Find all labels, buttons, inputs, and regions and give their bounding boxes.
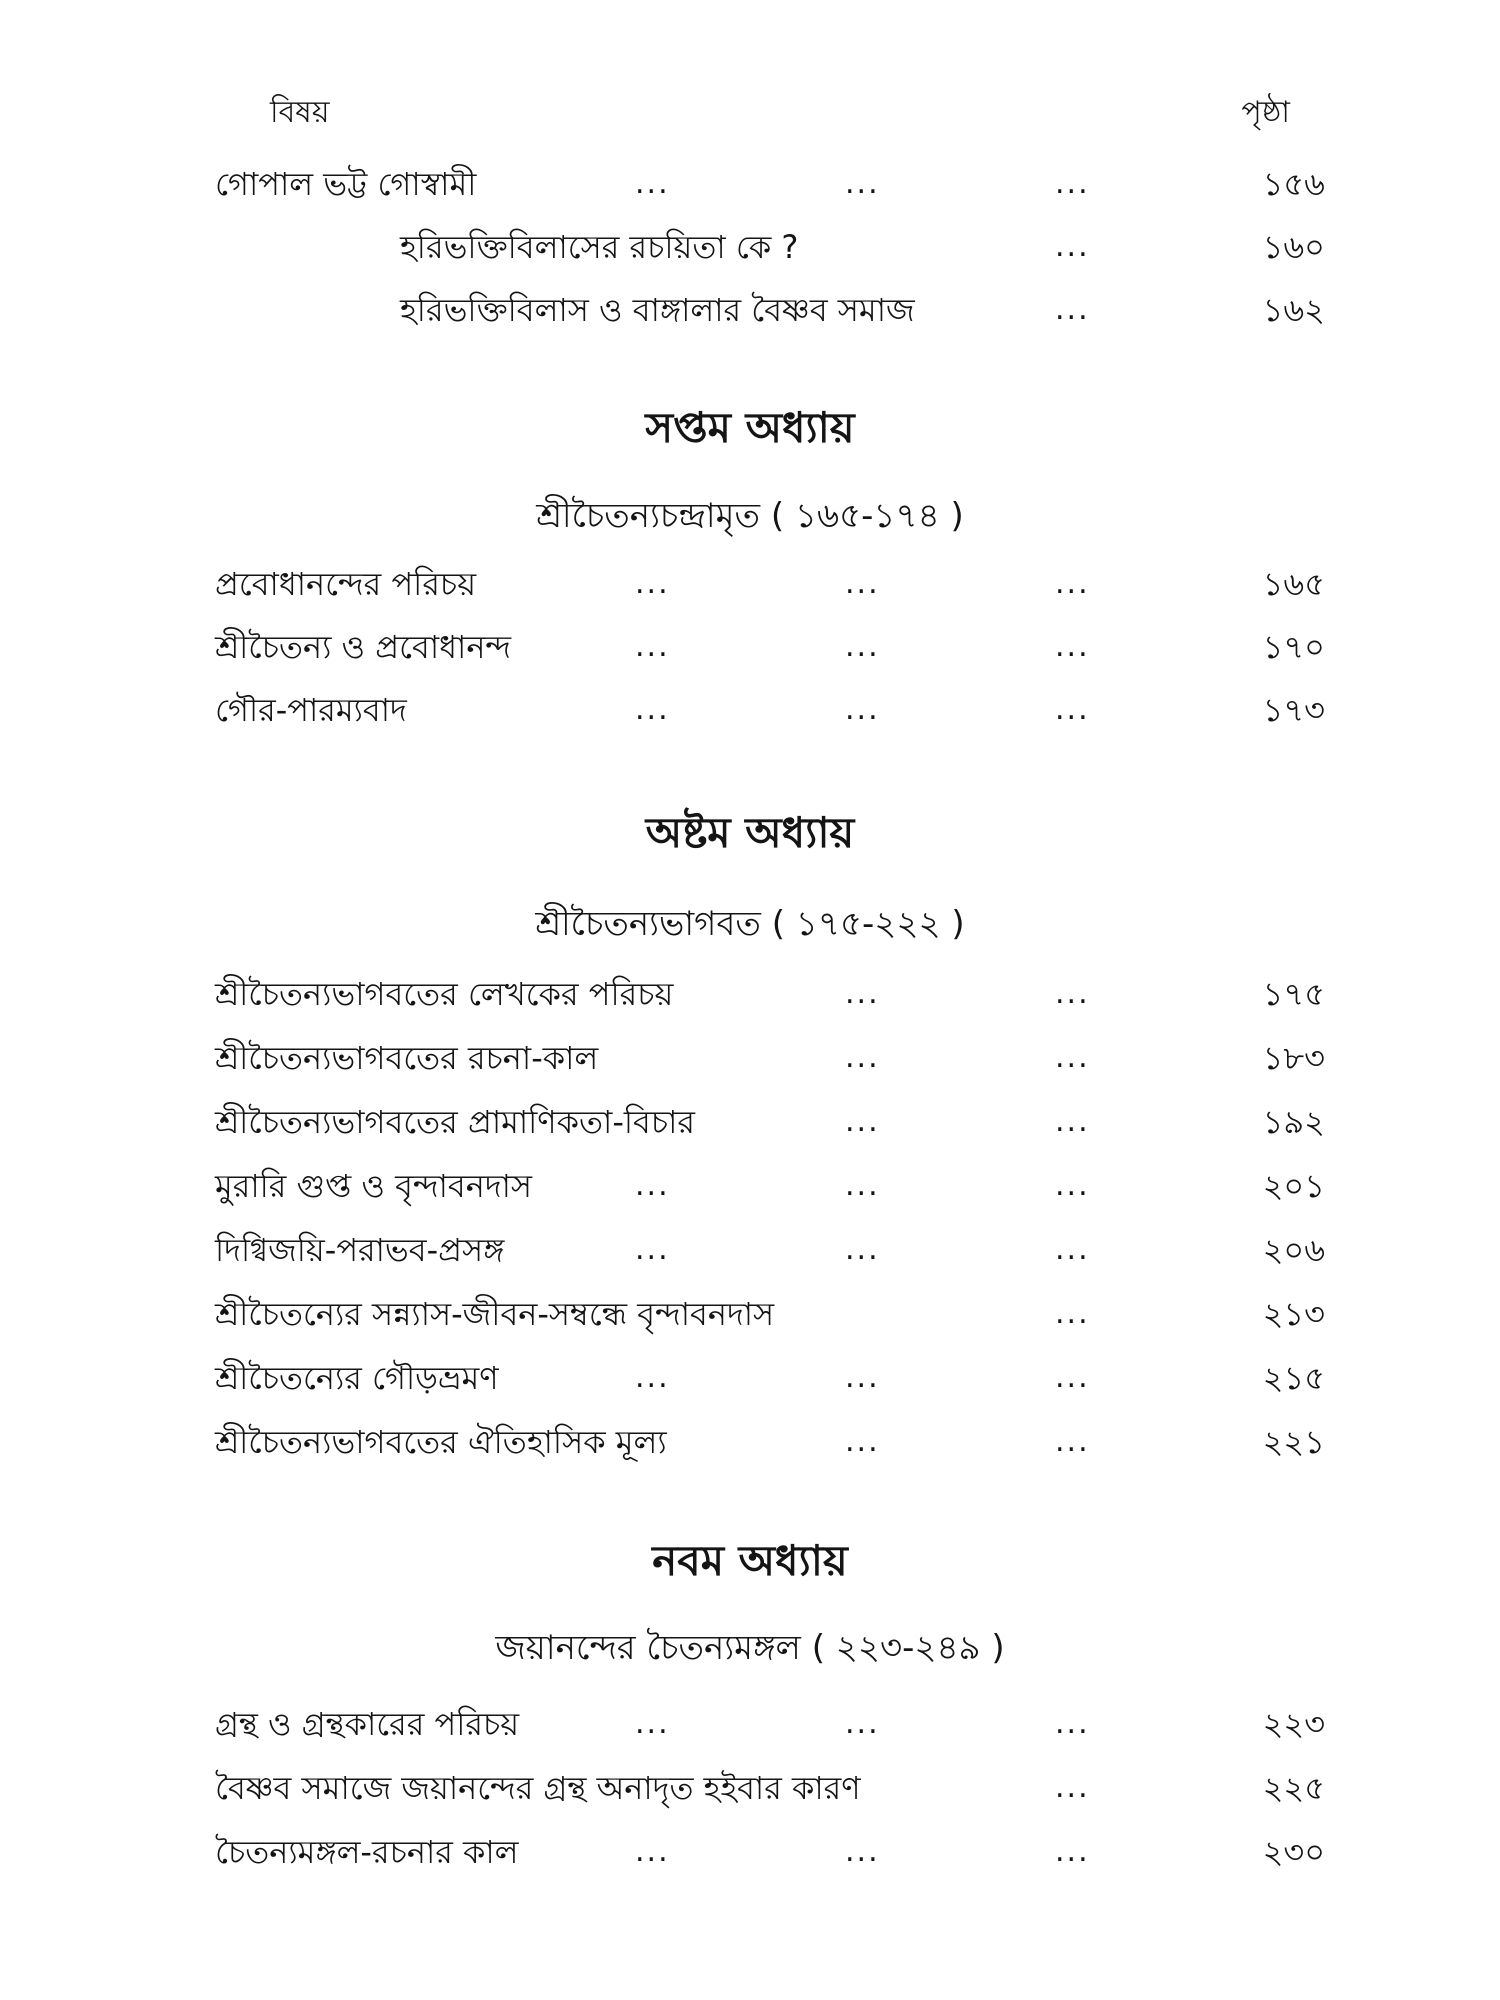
toc-header bbox=[270, 88, 1290, 128]
entry-page: ১৭০ bbox=[1262, 628, 1325, 666]
toc-entry bbox=[215, 1830, 1325, 1874]
leader-dots: ... bbox=[635, 629, 670, 664]
leader-dots: ... bbox=[1055, 976, 1090, 1011]
leader-dots: ... bbox=[635, 166, 670, 201]
leader-dots: ... bbox=[845, 1424, 880, 1459]
entry-title: শ্রীচৈতন্যভাগবতের ঐতিহাসিক মূল্য bbox=[215, 1423, 667, 1461]
entry-page: ১৬৫ bbox=[1262, 565, 1325, 603]
entry-page: ২১৫ bbox=[1262, 1359, 1325, 1397]
page-heading: পৃষ্ঠা bbox=[1241, 95, 1290, 130]
entry-page: ১৭৫ bbox=[1262, 975, 1325, 1013]
entry-page: ২৩০ bbox=[1262, 1833, 1325, 1871]
leader-dots: ... bbox=[1055, 1706, 1090, 1741]
leader-dots: ... bbox=[1055, 1232, 1090, 1267]
entry-title: দিগ্বিজয়ি-পরাভব-প্রসঙ্গ bbox=[215, 1231, 505, 1269]
subject-heading: বিষয় bbox=[270, 95, 330, 130]
entry-page: ১৯২ bbox=[1262, 1103, 1325, 1141]
toc-entry bbox=[215, 1036, 1325, 1080]
entry-title: শ্রীচৈতন্যভাগবতের লেখকের পরিচয় bbox=[215, 975, 674, 1013]
entry-title: শ্রীচৈতন্যভাগবতের রচনা-কাল bbox=[215, 1039, 599, 1077]
toc-entry bbox=[215, 162, 1325, 206]
leader-dots: ... bbox=[845, 1104, 880, 1139]
entry-page: ২২৫ bbox=[1262, 1769, 1325, 1807]
book-heading: জয়ানন্দের চৈতন্যমঙ্গল ( ২২৩-২৪৯ ) bbox=[495, 1628, 1005, 1668]
leader-dots: ... bbox=[845, 1168, 880, 1203]
leader-dots: ... bbox=[635, 1360, 670, 1395]
chapter-heading: সপ্তম অধ্যায় bbox=[645, 403, 855, 452]
toc-entry bbox=[215, 625, 1325, 669]
toc-entry bbox=[215, 562, 1325, 606]
leader-dots: ... bbox=[1055, 629, 1090, 664]
leader-dots: ... bbox=[1055, 166, 1090, 201]
entry-title: শ্রীচৈতন্য ও প্রবোধানন্দ bbox=[215, 628, 512, 666]
entry-page: ২০১ bbox=[1262, 1167, 1325, 1205]
toc-entry bbox=[215, 1356, 1325, 1400]
entry-title: হরিভক্তিবিলাসের রচয়িতা কে ? bbox=[400, 228, 799, 266]
entry-title: গৌর-পারম্যবাদ bbox=[215, 691, 407, 729]
entry-title: শ্রীচৈতন্যের গৌড়ভ্রমণ bbox=[215, 1359, 499, 1397]
entry-title: বৈষ্ণব সমাজে জয়ানন্দের গ্রন্থ অনাদৃত হইবার কারণ bbox=[215, 1769, 861, 1807]
entry-page: ২০৬ bbox=[1262, 1231, 1325, 1269]
leader-dots: ... bbox=[1055, 1770, 1090, 1805]
leader-dots: ... bbox=[845, 629, 880, 664]
toc-entry bbox=[215, 1292, 1325, 1336]
leader-dots: ... bbox=[635, 1834, 670, 1869]
leader-dots: ... bbox=[845, 166, 880, 201]
toc-entry bbox=[215, 1228, 1325, 1272]
entry-title: চৈতন্যমঙ্গল-রচনার কাল bbox=[215, 1833, 519, 1871]
entry-title: গ্রন্থ ও গ্রন্থকারের পরিচয় bbox=[215, 1705, 520, 1743]
leader-dots: ... bbox=[635, 692, 670, 727]
leader-dots: ... bbox=[635, 1168, 670, 1203]
entry-title: হরিভক্তিবিলাস ও বাঙ্গালার বৈষ্ণব সমাজ bbox=[400, 291, 915, 329]
leader-dots: ... bbox=[1055, 566, 1090, 601]
leader-dots: ... bbox=[1055, 292, 1090, 327]
leader-dots: ... bbox=[845, 1040, 880, 1075]
entry-page: ২২১ bbox=[1262, 1423, 1325, 1461]
leader-dots: ... bbox=[635, 1706, 670, 1741]
leader-dots: ... bbox=[845, 566, 880, 601]
leader-dots: ... bbox=[1055, 1296, 1090, 1331]
leader-dots: ... bbox=[1055, 1168, 1090, 1203]
entry-title: প্রবোধানন্দের পরিচয় bbox=[215, 565, 477, 603]
toc-subentry bbox=[215, 225, 1325, 269]
entry-page: ১৫৬ bbox=[1262, 165, 1325, 203]
toc-entry bbox=[215, 1420, 1325, 1464]
leader-dots: ... bbox=[1055, 1360, 1090, 1395]
entry-page: ১৭৩ bbox=[1262, 691, 1325, 729]
entry-title: শ্রীচৈতন্যের সন্ন্যাস-জীবন-সম্বন্ধে বৃন্দাবনদাস bbox=[215, 1295, 775, 1333]
book-heading: শ্রীচৈতন্যভাগবত ( ১৭৫-২২২ ) bbox=[535, 904, 965, 944]
leader-dots: ... bbox=[845, 1360, 880, 1395]
leader-dots: ... bbox=[1055, 1040, 1090, 1075]
entry-title: গোপাল ভট্ট গোস্বামী bbox=[215, 165, 477, 203]
leader-dots: ... bbox=[1055, 1834, 1090, 1869]
entry-page: ১৬২ bbox=[1262, 291, 1325, 329]
leader-dots: ... bbox=[635, 1232, 670, 1267]
leader-dots: ... bbox=[1055, 1104, 1090, 1139]
toc-subentry bbox=[215, 288, 1325, 332]
entry-page: ১৮৩ bbox=[1262, 1039, 1325, 1077]
chapter-heading: অষ্টম অধ্যায় bbox=[645, 808, 855, 857]
toc-entry bbox=[215, 1702, 1325, 1746]
toc-entry bbox=[215, 1766, 1325, 1810]
toc-entry bbox=[215, 688, 1325, 732]
toc-entry bbox=[215, 1100, 1325, 1144]
chapter-heading: নবম অধ্যায় bbox=[652, 1536, 848, 1585]
book-heading: শ্রীচৈতন্যচন্দ্রামৃত ( ১৬৫-১৭৪ ) bbox=[536, 496, 964, 536]
leader-dots: ... bbox=[845, 976, 880, 1011]
entry-title: শ্রীচৈতন্যভাগবতের প্রামাণিকতা-বিচার bbox=[215, 1103, 695, 1141]
entry-title: মুরারি গুপ্ত ও বৃন্দাবনদাস bbox=[215, 1167, 533, 1205]
leader-dots: ... bbox=[845, 1706, 880, 1741]
leader-dots: ... bbox=[635, 566, 670, 601]
toc-entry bbox=[215, 972, 1325, 1016]
entry-page: ১৬০ bbox=[1262, 228, 1325, 266]
toc-entry bbox=[215, 1164, 1325, 1208]
leader-dots: ... bbox=[1055, 1424, 1090, 1459]
entry-page: ২১৩ bbox=[1262, 1295, 1325, 1333]
leader-dots: ... bbox=[1055, 229, 1090, 264]
leader-dots: ... bbox=[845, 1834, 880, 1869]
leader-dots: ... bbox=[845, 1232, 880, 1267]
entry-page: ২২৩ bbox=[1262, 1705, 1325, 1743]
leader-dots: ... bbox=[845, 692, 880, 727]
leader-dots: ... bbox=[1055, 692, 1090, 727]
